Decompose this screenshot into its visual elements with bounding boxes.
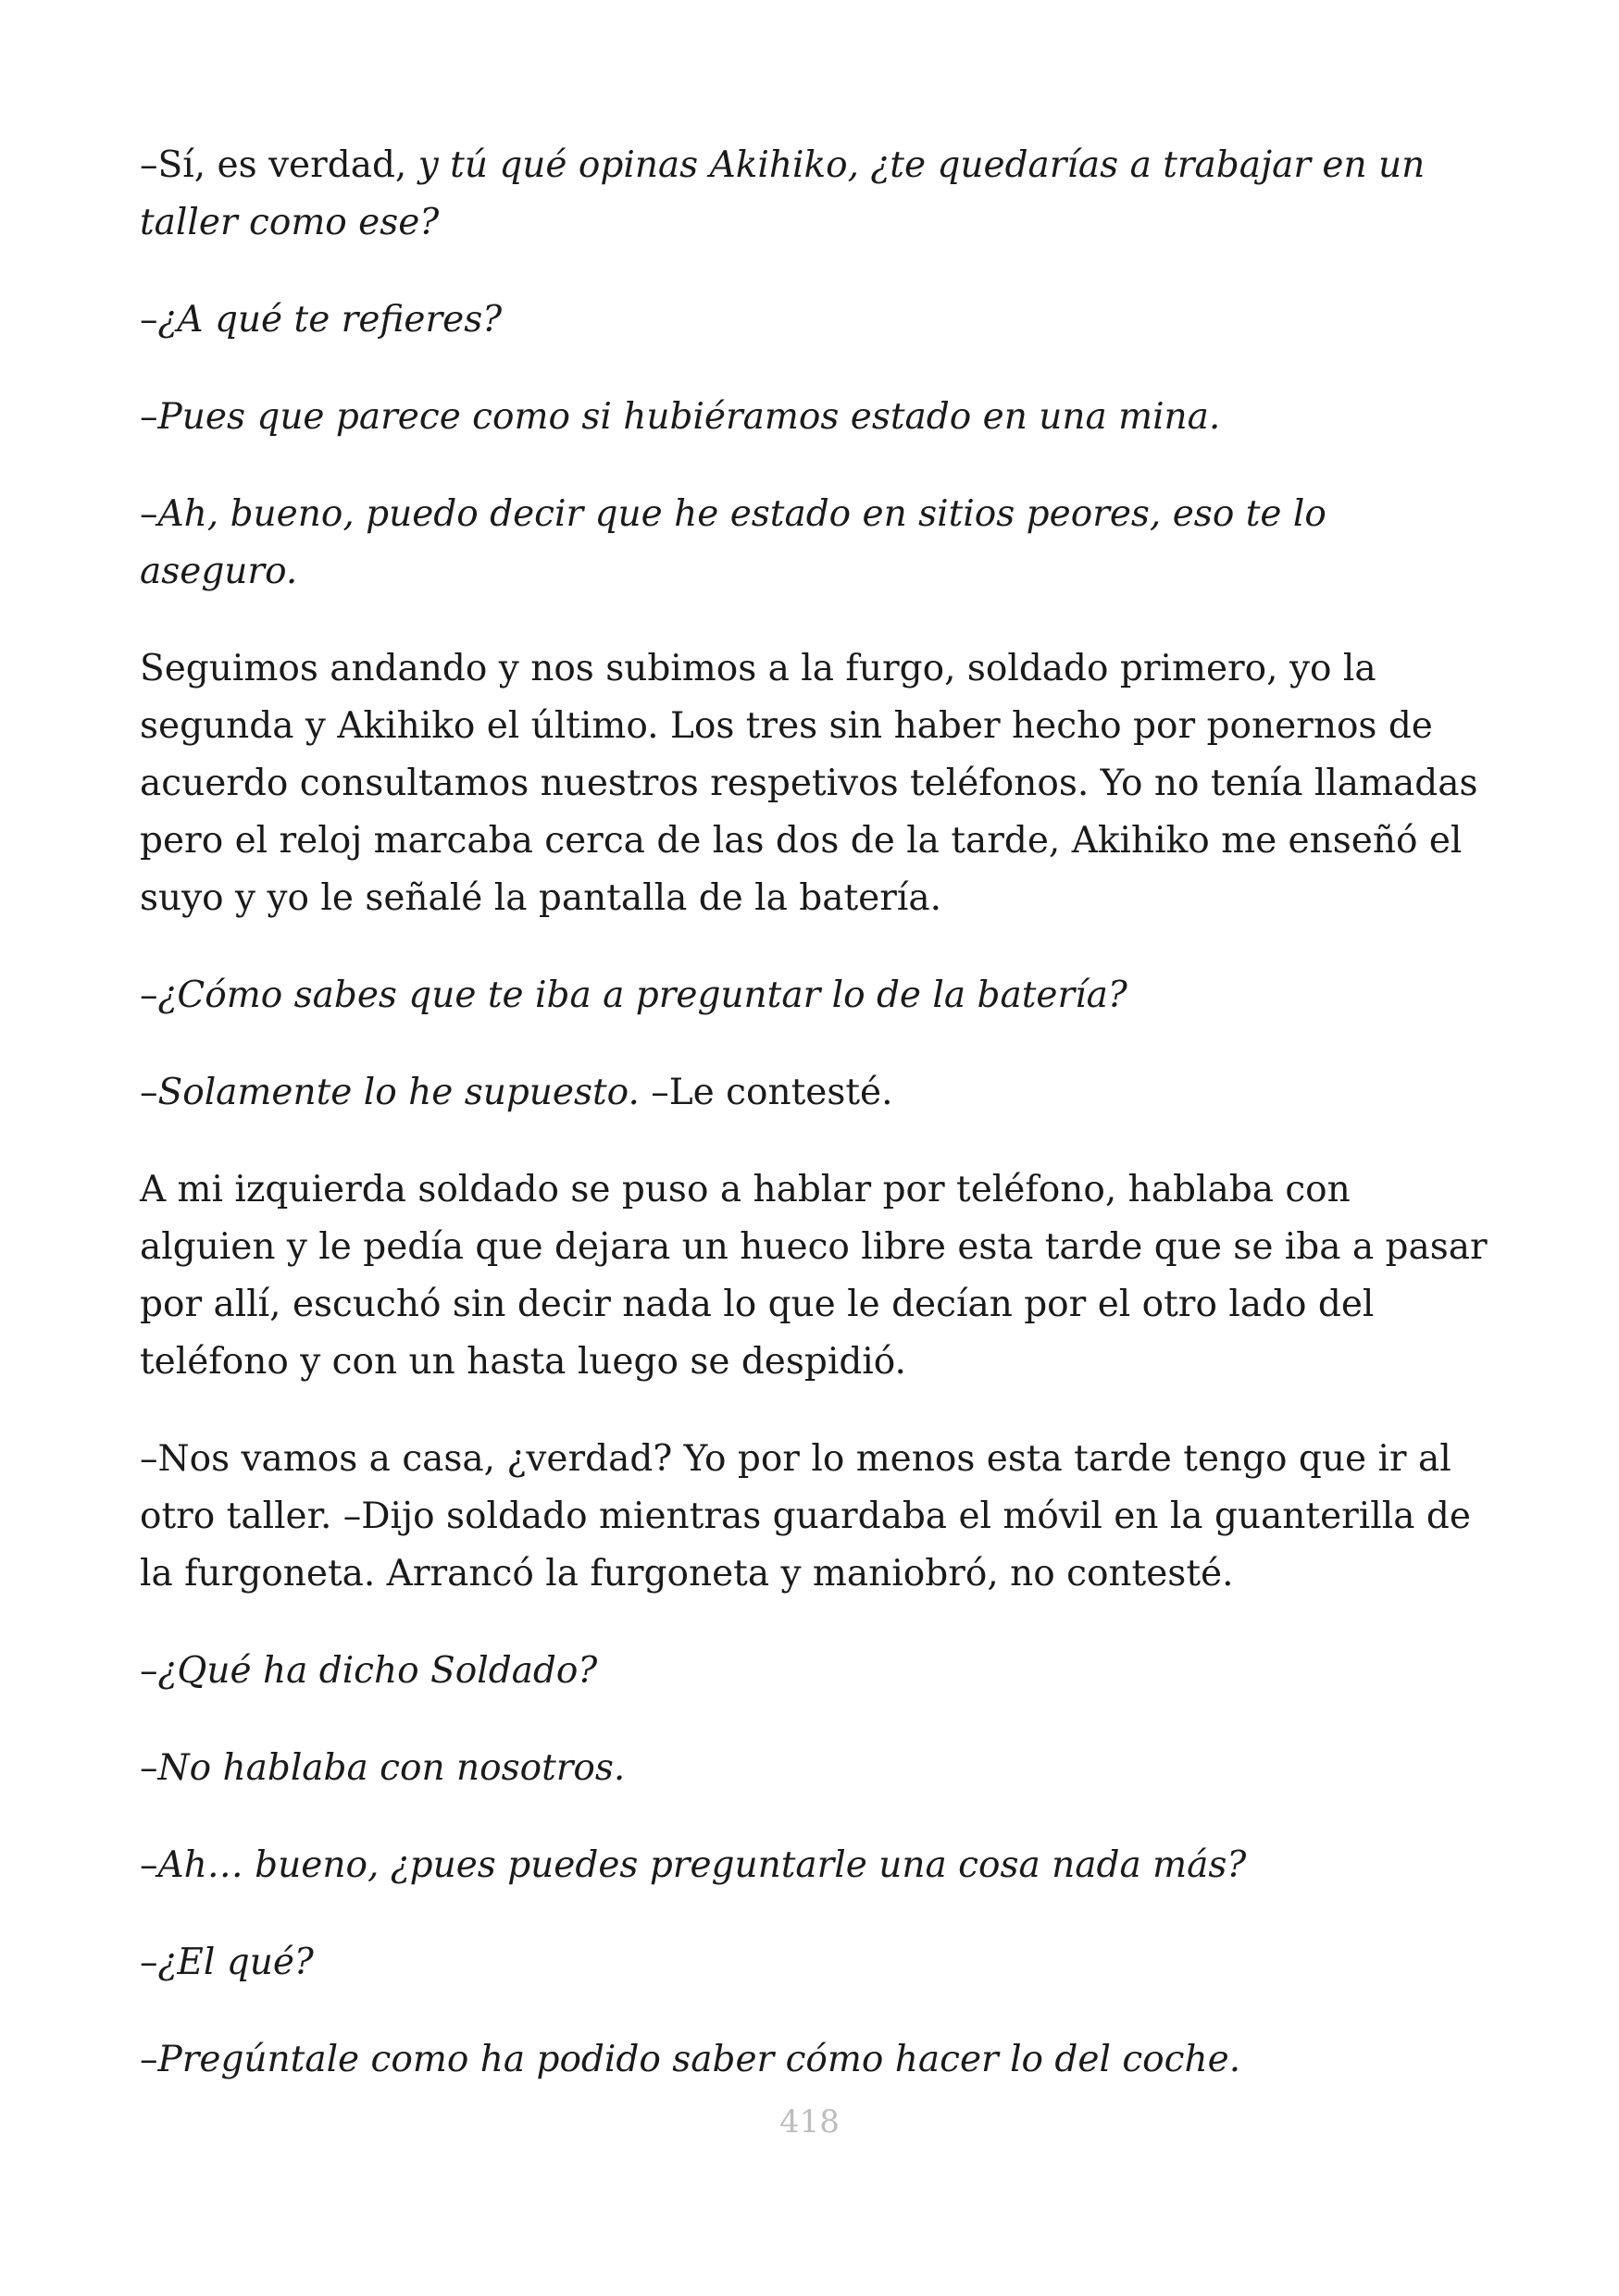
paragraph	[140, 1064, 1491, 1122]
paragraph	[140, 137, 1491, 252]
paragraph	[140, 2031, 1491, 2089]
dialogue-text: ¿Cómo sabes que te iba a preguntar lo de la batería?	[157, 974, 1127, 1016]
dialogue-text: y tú qué opinas Akihiko, ¿te quedarías a trabajar en un taller como ese?	[140, 144, 1426, 243]
narrative-text: Seguimos andando y nos subimos a la furgo, soldado primero, yo la segunda y Akihiko el último. Los tres sin haber hecho por ponernos de acuerdo consultamos nuestros respetivos teléfonos. Yo no tenía llamadas pero el reloj marcaba cerca de las dos de la tarde, Akihiko me enseñó el suyo y yo le señalé la pantalla de la batería.	[140, 648, 1478, 919]
narrative-text: –	[140, 1844, 158, 1886]
narrative-text: –Nos vamos a casa, ¿verdad? Yo por lo menos esta tarde tengo que ir al otro taller. –Dijo soldado mientras guardaba el móvil en la guanterilla de la furgoneta. Arrancó la furgoneta y maniobró, no contesté.	[140, 1438, 1471, 1595]
paragraph	[140, 1643, 1491, 1700]
paragraph	[140, 1740, 1491, 1797]
dialogue-text: Ah, bueno, puedo decir que he estado en sitios peores, eso te lo aseguro.	[140, 493, 1326, 592]
narrative-text: –	[140, 1747, 158, 1789]
narrative-text: –	[140, 1072, 158, 1113]
narrative-text: –	[140, 2039, 158, 2080]
paragraph	[140, 1934, 1491, 1992]
paragraph	[140, 1837, 1491, 1894]
dialogue-text: Pues que parece como si hubiéramos estado en una mina.	[157, 396, 1221, 438]
page-number: 418	[779, 2104, 840, 2141]
paragraph	[140, 292, 1491, 349]
dialogue-text: Pregúntale como ha podido saber cómo hacer lo del coche.	[157, 2039, 1241, 2080]
narrative-text: –	[140, 1942, 158, 1983]
paragraph	[140, 389, 1491, 446]
narrative-text: –Sí, es verdad,	[140, 144, 418, 186]
paragraph	[140, 486, 1491, 601]
dialogue-text: Solamente lo he supuesto.	[157, 1072, 640, 1113]
narrative-text: –	[140, 493, 158, 535]
narrative-text: –	[140, 974, 158, 1016]
dialogue-text: ¿El qué?	[157, 1942, 314, 1983]
paragraph	[140, 1431, 1491, 1603]
dialogue-text: ¿A qué te refieres?	[157, 299, 503, 341]
paragraph	[140, 1161, 1491, 1391]
paragraph	[140, 640, 1491, 927]
narrative-text: A mi izquierda soldado se puso a hablar por teléfono, hablaba con alguien y le pedía que dejara un hueco libre esta tarde que se iba a pasar por allí, escuchó sin decir nada lo que le decían por el otro lado del teléfono y con un hasta luego se despidió.	[140, 1169, 1488, 1383]
dialogue-text: No hablaba con nosotros.	[157, 1747, 626, 1789]
dialogue-text: ¿Qué ha dicho Soldado?	[157, 1650, 598, 1692]
body-text	[140, 137, 1491, 2128]
narrative-text: –	[140, 396, 158, 438]
narrative-text: –	[140, 299, 158, 341]
narrative-text: –Le contesté.	[639, 1072, 893, 1113]
narrative-text: –	[140, 1650, 158, 1692]
dialogue-text: Ah… bueno, ¿pues puedes preguntarle una cosa nada más?	[157, 1844, 1247, 1886]
paragraph	[140, 967, 1491, 1024]
